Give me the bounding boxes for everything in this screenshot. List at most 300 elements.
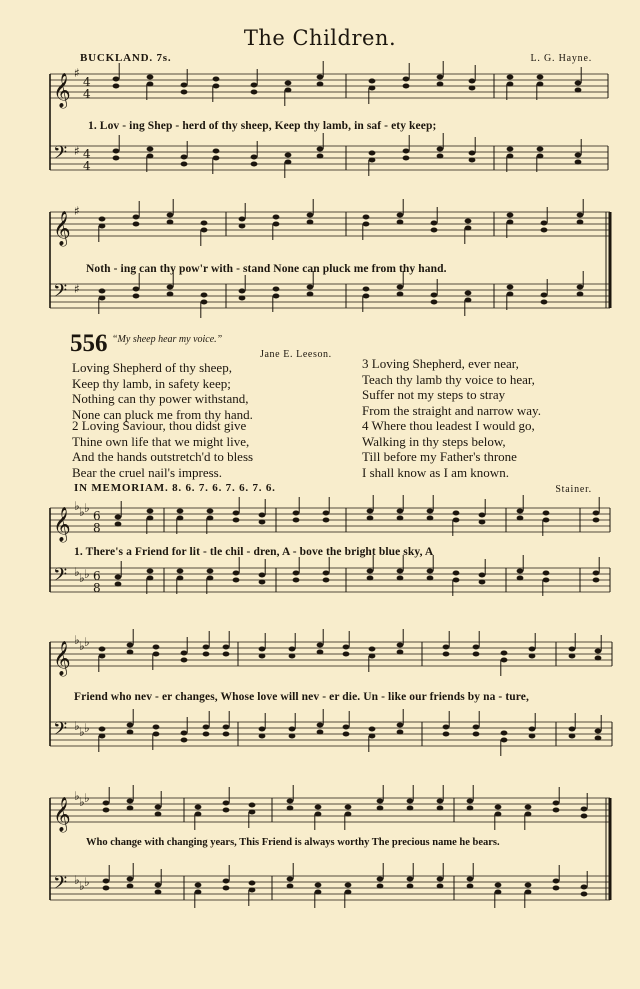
time-signature-top: 6 [93,569,101,583]
treble-chord-notehead [249,803,256,808]
time-signature-bottom: 8 [93,581,101,595]
bass-chord-notehead [343,732,350,737]
bass-chord-notehead [307,285,314,290]
treble-chord-notehead [195,812,202,817]
treble-chord-notehead [315,805,322,810]
treble-chord-notehead [181,83,188,88]
bass-chord-notehead [431,300,438,305]
treble-chord-notehead [595,656,602,661]
treble-chord-notehead [495,812,502,817]
treble-chord-notehead [529,647,536,652]
bass-chord-notehead [249,888,256,893]
bass-chord-notehead [127,884,134,889]
bass-chord-notehead [495,890,502,895]
treble-chord-notehead [317,82,324,87]
bass-chord-notehead [127,877,134,882]
bass-chord-notehead [115,582,122,587]
tune-name-in-memoriam: IN MEMORIAM. 8. 6. 7. 6. 7. 6. 7. 6. [74,482,276,494]
hymn-epigraph: “My sheep hear my voice.” [112,334,223,345]
bass-chord-notehead [233,571,240,576]
bass-chord-notehead [469,151,476,156]
treble-chord-notehead [575,81,582,86]
bass-chord-notehead [147,576,154,581]
treble-chord-notehead [289,647,296,652]
treble-chord-notehead [153,645,160,650]
treble-chord-notehead [569,647,576,652]
treble-chord-notehead [307,220,314,225]
bass-chord-notehead [127,730,134,735]
music-system-5 [0,776,640,926]
bass-chord-notehead [537,154,544,159]
treble-chord-notehead [577,213,584,218]
key-signature-accidental: ♯ [74,282,80,296]
treble-chord-notehead [345,812,352,817]
bass-chord-notehead [553,886,560,891]
treble-chord-notehead [397,213,404,218]
treble-chord-notehead [103,801,110,806]
bass-chord-notehead [177,569,184,574]
bass-chord-notehead [525,883,532,888]
treble-chord-notehead [99,654,106,659]
bass-chord-notehead [133,294,140,299]
treble-chord-notehead [507,75,514,80]
bass-chord-notehead [195,890,202,895]
bass-chord-notehead [99,734,106,739]
key-signature-accidental: ♭ [74,633,80,647]
bass-chord-notehead [249,881,256,886]
bass-chord-notehead [207,569,214,574]
bass-chord-notehead [103,886,110,891]
treble-chord-notehead [127,799,134,804]
bass-chord-notehead [315,883,322,888]
bass-chord-notehead [507,292,514,297]
bass-chord-notehead [133,287,140,292]
key-signature-accidental: ♭ [84,875,90,889]
key-signature-accidental: ♭ [74,565,80,579]
treble-chord-notehead [147,82,154,87]
key-signature-accidental: ♯ [74,66,80,80]
treble-chord-notehead [233,511,240,516]
treble-chord-notehead [443,645,450,650]
bass-chord-notehead [593,578,600,583]
treble-chord-notehead [239,217,246,222]
bass-chord-notehead [181,155,188,160]
composer-stainer: Stainer. [555,484,592,495]
bass-chord-notehead [259,580,266,585]
stanza-4 [362,418,535,480]
treble-chord-notehead [315,812,322,817]
bass-chord-notehead [469,158,476,163]
treble-chord-notehead [467,799,474,804]
bass-chord-notehead [541,300,548,305]
bass-chord-notehead [147,154,154,159]
time-signature-top: 4 [83,75,91,89]
treble-chord-notehead [223,801,230,806]
bass-chord-notehead [369,734,376,739]
bass-clef-icon: 𝄢 [53,719,68,744]
bass-chord-notehead [427,569,434,574]
hymn-author: Jane E. Leeson. [260,349,332,360]
bass-chord-notehead [155,883,162,888]
bass-chord-notehead [397,576,404,581]
treble-chord-notehead [407,799,414,804]
bass-chord-notehead [593,571,600,576]
treble-chord-notehead [285,88,292,93]
bass-chord-notehead [153,725,160,730]
treble-chord-notehead [397,650,404,655]
bass-chord-notehead [343,725,350,730]
bass-chord-notehead [367,576,374,581]
key-signature-accidental: ♯ [74,204,80,218]
stanza-line: Bear the cruel nail's impress. [72,464,222,480]
treble-chord-notehead [473,652,480,657]
treble-chord-notehead [377,806,384,811]
treble-chord-notehead [287,799,294,804]
treble-chord-notehead [363,222,370,227]
treble-chord-notehead [203,652,210,657]
bass-chord-notehead [427,576,434,581]
bass-chord-notehead [369,158,376,163]
bass-chord-notehead [153,732,160,737]
bass-chord-notehead [397,730,404,735]
treble-chord-notehead [153,652,160,657]
treble-chord-notehead [293,511,300,516]
bass-chord-notehead [581,885,588,890]
bass-chord-notehead [569,727,576,732]
bass-chord-notehead [367,569,374,574]
treble-chord-notehead [317,643,324,648]
bass-chord-notehead [517,576,524,581]
lyrics-tune2-line2: Friend who nev - er changes, Whose love will nev - er die. Un - like our friends by na - ture, [74,691,529,703]
bass-chord-notehead [407,884,414,889]
bass-chord-notehead [317,723,324,728]
bass-chord-notehead [479,580,486,585]
bass-chord-notehead [537,147,544,152]
treble-chord-notehead [553,808,560,813]
stanza-line: Teach thy lamb thy voice to hear, [362,371,535,387]
bass-chord-notehead [251,155,258,160]
treble-chord-notehead [537,82,544,87]
bass-chord-notehead [479,573,486,578]
treble-chord-notehead [233,518,240,523]
treble-chord-notehead [369,86,376,91]
treble-chord-notehead [363,215,370,220]
bass-chord-notehead [363,287,370,292]
bass-chord-notehead [577,285,584,290]
treble-chord-notehead [177,509,184,514]
bass-chord-notehead [501,738,508,743]
stanza-line: Walking in thy steps below, [362,433,506,449]
treble-chord-notehead [127,650,134,655]
bass-chord-notehead [553,879,560,884]
treble-chord-notehead [113,77,120,82]
treble-chord-notehead [201,228,208,233]
treble-chord-notehead [443,652,450,657]
treble-chord-notehead [369,654,376,659]
key-signature-accidental: ♭ [74,499,80,513]
treble-chord-notehead [507,213,514,218]
bass-chord-notehead [113,149,120,154]
bass-chord-notehead [595,736,602,741]
treble-chord-notehead [437,799,444,804]
treble-chord-notehead [273,222,280,227]
bass-chord-notehead [115,575,122,580]
key-signature-accidental: ♭ [74,873,80,887]
time-signature-top: 6 [93,509,101,523]
time-signature-bottom: 4 [83,87,91,101]
stanza-line: 2 Loving Saviour, thou didst give [72,418,247,433]
bass-chord-notehead [495,883,502,888]
bass-chord-notehead [285,153,292,158]
treble-chord-notehead [99,647,106,652]
treble-chord-notehead [317,650,324,655]
bass-chord-notehead [259,573,266,578]
bass-chord-notehead [507,147,514,152]
bass-chord-notehead [507,285,514,290]
treble-chord-notehead [223,808,230,813]
bass-chord-notehead [307,292,314,297]
bass-chord-notehead [529,734,536,739]
treble-chord-notehead [469,79,476,84]
bass-clef-icon: 𝄢 [53,143,68,168]
bass-clef-icon: 𝄢 [53,565,68,590]
bass-chord-notehead [259,727,266,732]
treble-chord-notehead [127,643,134,648]
bass-chord-notehead [177,576,184,581]
treble-chord-notehead [223,652,230,657]
treble-chord-notehead [537,75,544,80]
bass-chord-notehead [223,886,230,891]
treble-chord-notehead [575,88,582,93]
bass-chord-notehead [181,731,188,736]
treble-chord-notehead [167,220,174,225]
bass-chord-notehead [167,285,174,290]
time-signature-bottom: 4 [83,159,91,173]
bass-chord-notehead [403,156,410,161]
treble-chord-notehead [543,511,550,516]
bass-chord-notehead [239,296,246,301]
lyrics-tune1-line1: 1. Lov - ing Shep - herd of thy sheep, Keep thy lamb, in saf - ety keep; [88,120,437,132]
music-system-3 [0,494,640,624]
treble-chord-notehead [501,658,508,663]
treble-chord-notehead [181,651,188,656]
treble-chord-notehead [239,224,246,229]
stanza-line: 4 Where thou leadest I would go, [362,418,535,433]
treble-chord-notehead [147,75,154,80]
treble-chord-notehead [397,643,404,648]
bass-chord-notehead [575,153,582,158]
treble-chord-notehead [593,511,600,516]
bass-chord-notehead [315,890,322,895]
treble-chord-notehead [397,220,404,225]
bass-chord-notehead [517,569,524,574]
bass-chord-notehead [251,162,258,167]
treble-chord-notehead [431,228,438,233]
bass-chord-notehead [581,892,588,897]
time-signature-bottom: 8 [93,521,101,535]
bass-chord-notehead [289,734,296,739]
treble-chord-notehead [259,647,266,652]
treble-chord-notehead [115,522,122,527]
treble-chord-notehead [103,808,110,813]
treble-chord-notehead [541,221,548,226]
treble-chord-notehead [437,82,444,87]
treble-chord-notehead [317,75,324,80]
bass-chord-notehead [323,578,330,583]
bass-chord-notehead [397,285,404,290]
treble-chord-notehead [501,651,508,656]
treble-chord-notehead [569,654,576,659]
bass-chord-notehead [201,300,208,305]
treble-chord-notehead [407,806,414,811]
treble-chord-notehead [285,81,292,86]
bass-chord-notehead [437,884,444,889]
bass-chord-notehead [293,571,300,576]
treble-chord-notehead [251,90,258,95]
treble-chord-notehead [259,520,266,525]
treble-chord-notehead [453,511,460,516]
treble-chord-notehead [99,224,106,229]
treble-chord-notehead [495,805,502,810]
bass-chord-notehead [543,571,550,576]
treble-chord-notehead [259,513,266,518]
bass-chord-notehead [127,723,134,728]
bass-chord-notehead [167,292,174,297]
stanza-line: Thine own life that we might live, [72,433,250,449]
treble-chord-notehead [323,511,330,516]
treble-chord-notehead [581,807,588,812]
key-signature-accidental: ♭ [79,505,85,519]
treble-chord-notehead [517,516,524,521]
bass-chord-notehead [99,289,106,294]
key-signature-accidental: ♭ [79,879,85,893]
bass-chord-notehead [239,289,246,294]
bass-chord-notehead [473,732,480,737]
key-signature-accidental: ♭ [84,721,90,735]
treble-clef-icon: 𝄞 [53,507,71,542]
treble-chord-notehead [113,84,120,89]
stanza-line: Suffer not my steps to stray [362,387,506,402]
bass-chord-notehead [569,734,576,739]
bass-chord-notehead [181,738,188,743]
bass-chord-notehead [595,729,602,734]
key-signature-accidental: ♭ [84,567,90,581]
treble-chord-notehead [525,805,532,810]
bass-chord-notehead [293,578,300,583]
bass-chord-notehead [103,879,110,884]
treble-chord-notehead [181,658,188,663]
key-signature-accidental: ♭ [79,795,85,809]
bass-chord-notehead [223,725,230,730]
bass-chord-notehead [317,154,324,159]
treble-chord-notehead [133,222,140,227]
treble-chord-notehead [167,213,174,218]
treble-chord-notehead [553,801,560,806]
treble-chord-notehead [453,518,460,523]
bass-chord-notehead [437,147,444,152]
key-signature-accidental: ♭ [79,639,85,653]
treble-chord-notehead [593,518,600,523]
treble-chord-notehead [213,84,220,89]
treble-chord-notehead [343,652,350,657]
bass-chord-notehead [287,884,294,889]
bass-chord-notehead [259,734,266,739]
treble-chord-notehead [307,213,314,218]
bass-chord-notehead [443,725,450,730]
treble-chord-notehead [127,806,134,811]
treble-chord-notehead [397,509,404,514]
treble-chord-notehead [431,221,438,226]
stanza-2 [72,418,253,480]
bass-chord-notehead [223,879,230,884]
bass-chord-notehead [99,727,106,732]
key-signature-accidental: ♭ [79,725,85,739]
bass-chord-notehead [473,725,480,730]
stanza-3 [362,356,541,418]
treble-chord-notehead [155,805,162,810]
bass-chord-notehead [431,293,438,298]
treble-chord-notehead [251,83,258,88]
treble-chord-notehead [115,515,122,520]
treble-chord-notehead [259,654,266,659]
treble-chord-notehead [147,516,154,521]
bass-chord-notehead [377,884,384,889]
stanza-1 [72,360,253,422]
bass-chord-notehead [213,149,220,154]
bass-chord-notehead [443,732,450,737]
treble-chord-notehead [345,805,352,810]
tune-name-buckland: BUCKLAND. 7s. [80,52,172,64]
treble-chord-notehead [465,219,472,224]
bass-chord-notehead [363,294,370,299]
stanza-line: 3 Loving Shepherd, ever near, [362,356,519,371]
bass-chord-notehead [285,160,292,165]
time-signature-top: 4 [83,147,91,161]
page-title: The Children. [243,26,397,50]
bass-chord-notehead [287,877,294,882]
bass-chord-notehead [577,292,584,297]
bass-chord-notehead [273,287,280,292]
treble-clef-icon: 𝄞 [53,73,71,108]
treble-chord-notehead [437,75,444,80]
treble-chord-notehead [207,516,214,521]
treble-chord-notehead [289,654,296,659]
bass-chord-notehead [181,162,188,167]
bass-chord-notehead [397,723,404,728]
bass-chord-notehead [543,578,550,583]
stanza-line: Till before my Father's throne [362,449,517,464]
treble-clef-icon: 𝄞 [53,641,71,676]
treble-chord-notehead [525,812,532,817]
bass-chord-notehead [317,147,324,152]
bass-chord-notehead [317,730,324,735]
bass-chord-notehead [195,883,202,888]
treble-chord-notehead [287,806,294,811]
bass-chord-notehead [397,292,404,297]
bass-chord-notehead [465,298,472,303]
treble-chord-notehead [543,518,550,523]
treble-chord-notehead [403,84,410,89]
treble-chord-notehead [177,516,184,521]
treble-chord-notehead [529,654,536,659]
treble-chord-notehead [147,509,154,514]
treble-chord-notehead [507,220,514,225]
bass-chord-notehead [403,149,410,154]
bass-clef-icon: 𝄢 [53,873,68,898]
treble-chord-notehead [427,516,434,521]
treble-chord-notehead [577,220,584,225]
treble-chord-notehead [473,645,480,650]
